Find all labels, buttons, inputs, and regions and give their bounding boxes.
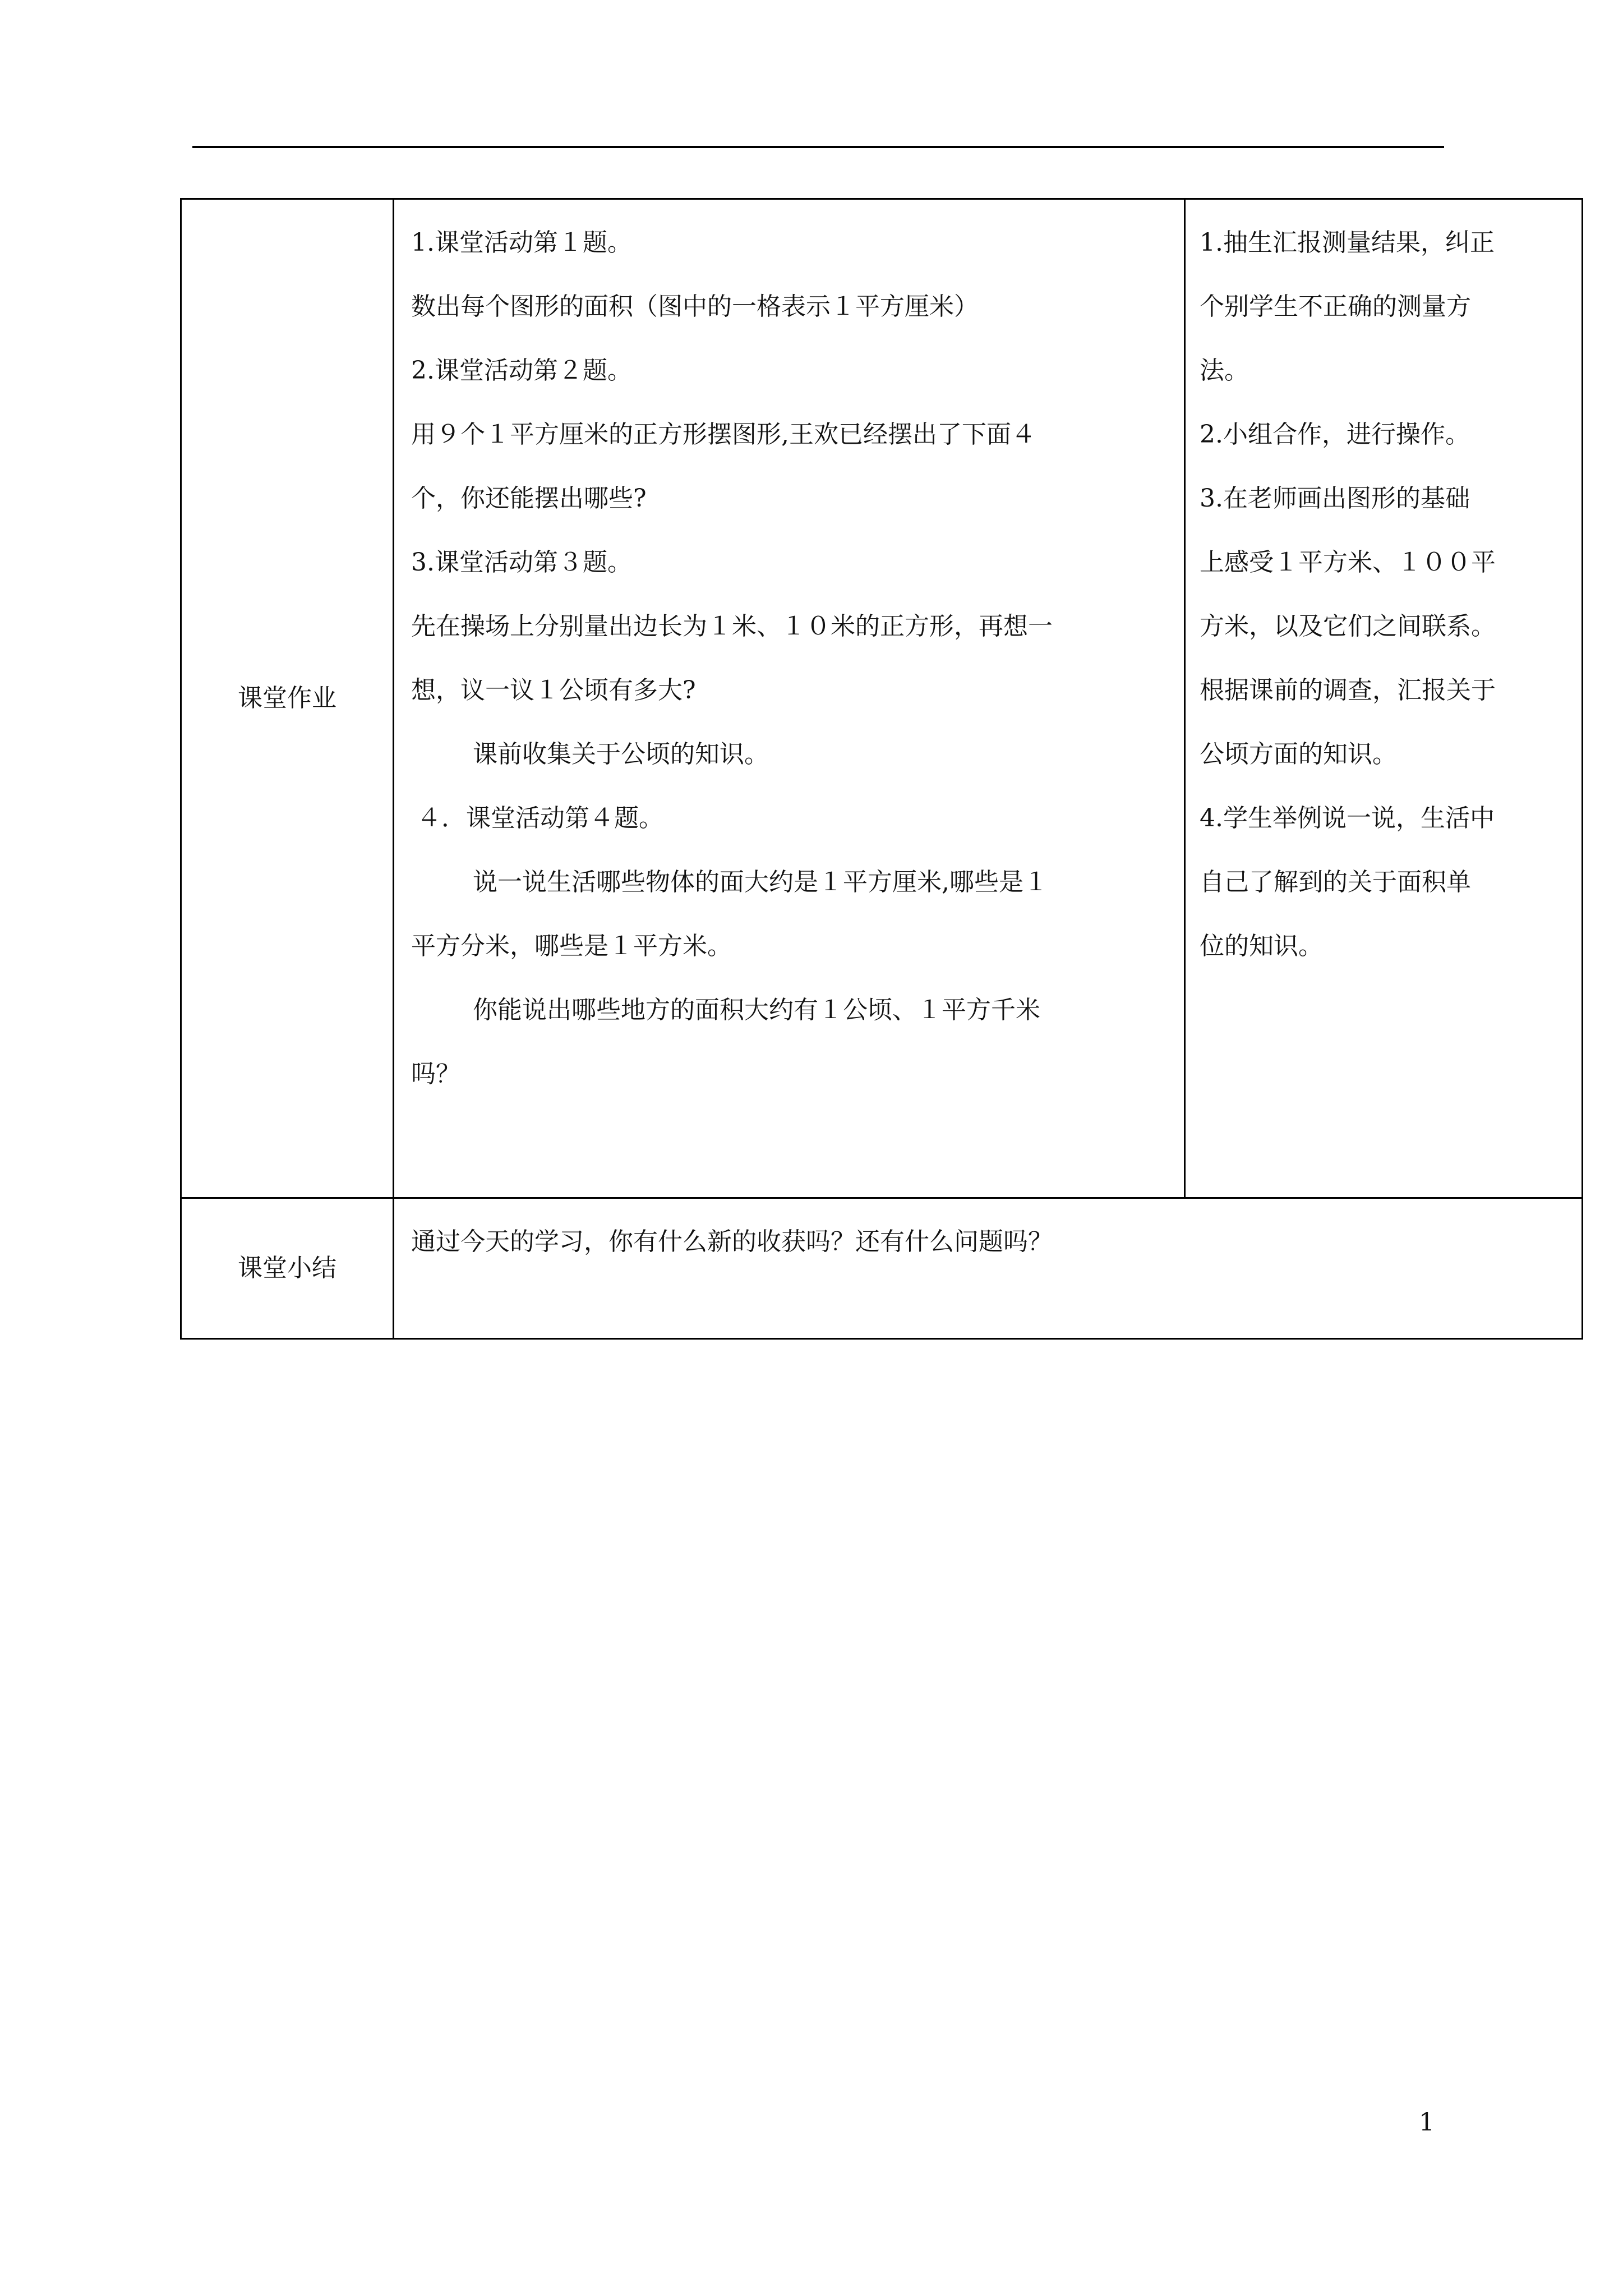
content-line: 课前收集关于公顷的知识。 xyxy=(473,740,769,769)
classwork-content xyxy=(394,199,1185,1198)
notes-line: 1.抽生汇报测量结果，纠正 xyxy=(1200,228,1495,257)
notes-line: 位的知识。 xyxy=(1200,932,1323,960)
row-label-classwork: 课堂作业 xyxy=(181,199,394,1198)
notes-line: 上感受１平方米、１００平 xyxy=(1200,548,1496,577)
content-line: 想，议一议１公顷有多大? xyxy=(411,676,696,705)
notes-line: 根据课前的调查，汇报关于 xyxy=(1200,676,1496,705)
content-line: 用９个１平方厘米的正方形摆图形,王欢已经摆出了下面４ xyxy=(411,420,1036,449)
notes-line: 2.小组合作，进行操作。 xyxy=(1200,420,1470,449)
content-line: 2.课堂活动第２题。 xyxy=(411,356,632,385)
classwork-notes xyxy=(1185,199,1583,1198)
table-row-summary xyxy=(181,1198,1583,1339)
content-line: 说一说生活哪些物体的面大约是１平方厘米,哪些是１ xyxy=(473,868,1048,896)
summary-content: 通过今天的学习，你有什么新的收获吗？还有什么问题吗？ xyxy=(394,1198,1583,1339)
content-line: 数出每个图形的面积（图中的一格表示１平方厘米） xyxy=(411,292,979,321)
row-label-summary: 课堂小结 xyxy=(181,1198,394,1339)
notes-line: 法。 xyxy=(1200,356,1249,385)
content-line: 吗？ xyxy=(411,1060,460,1088)
notes-line: 4.学生举例说一说，生活中 xyxy=(1200,804,1495,832)
notes-line: 公顷方面的知识。 xyxy=(1200,740,1397,769)
notes-line: 自己了解到的关于面积单 xyxy=(1200,868,1471,896)
content-line: 平方分米，哪些是１平方米。 xyxy=(411,932,732,960)
header-rule xyxy=(192,146,1444,148)
notes-line: 3.在老师画出图形的基础 xyxy=(1200,484,1470,513)
content-line: 3.课堂活动第３题。 xyxy=(411,548,632,577)
content-line: ４．课堂活动第４题。 xyxy=(417,804,663,832)
notes-line: 方米，以及它们之间联系。 xyxy=(1200,612,1496,641)
lesson-plan-table xyxy=(180,198,1583,1340)
content-line: 先在操场上分别量出边长为１米、１０米的正方形，再想一 xyxy=(411,612,1053,641)
notes-line: 个别学生不正确的测量方 xyxy=(1200,292,1471,321)
content-line: 1.课堂活动第１题。 xyxy=(411,228,632,257)
content-line: 个，你还能摆出哪些? xyxy=(411,484,647,513)
content-line: 你能说出哪些地方的面积大约有１公顷、１平方千米 xyxy=(473,996,1040,1024)
table-row-classwork xyxy=(181,199,1583,1198)
page-number: 1 xyxy=(1419,2108,1435,2137)
